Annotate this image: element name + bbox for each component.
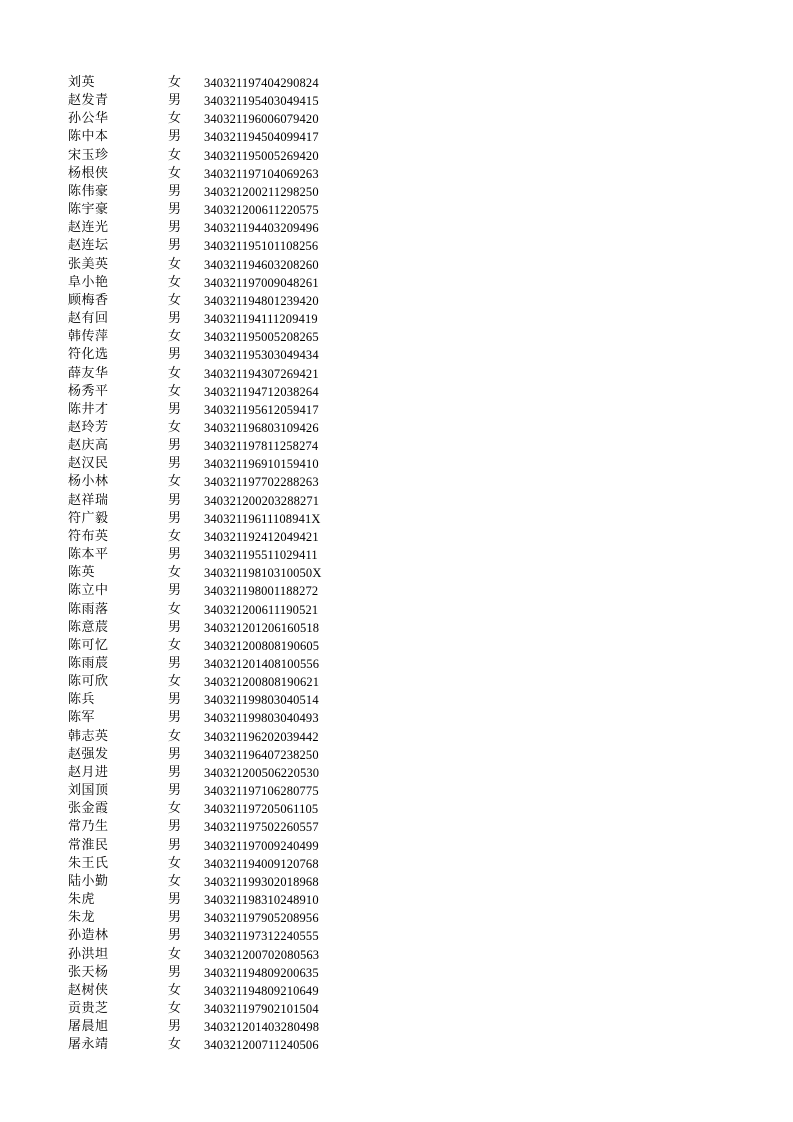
person-id-number: 340321200808190621 — [204, 675, 320, 690]
person-id-number: 340321197502260557 — [204, 820, 319, 835]
person-name: 赵发青 — [68, 93, 109, 109]
person-name: 屠永靖 — [68, 1037, 109, 1053]
person-name: 陈英 — [68, 565, 96, 581]
person-name: 薛友华 — [68, 365, 109, 381]
person-gender: 女 — [168, 1000, 182, 1016]
person-id-number: 340321195303049434 — [204, 348, 319, 363]
person-gender: 女 — [168, 111, 182, 127]
record-row — [68, 528, 388, 546]
record-row — [68, 237, 388, 255]
record-row — [68, 365, 388, 383]
person-id-number: 340321200611220575 — [204, 203, 319, 218]
person-gender: 男 — [168, 547, 182, 563]
record-row — [68, 800, 388, 818]
person-gender: 男 — [168, 783, 182, 799]
person-id-number: 340321196910159410 — [204, 457, 319, 472]
person-id-number: 340321194403209496 — [204, 221, 319, 236]
person-name: 赵月进 — [68, 764, 109, 780]
record-row — [68, 74, 388, 92]
record-row — [68, 891, 388, 909]
record-row — [68, 401, 388, 419]
person-id-number: 340321192412049421 — [204, 529, 319, 544]
record-row — [68, 782, 388, 800]
person-name: 陈意莀 — [68, 619, 109, 635]
record-row — [68, 582, 388, 600]
record-row — [68, 855, 388, 873]
person-id-number: 340321197104069263 — [204, 166, 319, 181]
person-name: 赵有回 — [68, 311, 109, 327]
person-id-number: 340321195403049415 — [204, 94, 319, 109]
person-gender: 男 — [168, 238, 182, 254]
record-row — [68, 1036, 388, 1054]
person-name: 陈可欣 — [68, 674, 109, 690]
person-id-number: 340321200211298250 — [204, 184, 319, 199]
record-row — [68, 183, 388, 201]
person-gender: 女 — [168, 165, 182, 181]
person-gender: 女 — [168, 873, 182, 889]
person-id-number: 340321194603208260 — [204, 257, 319, 272]
person-gender: 女 — [168, 419, 182, 435]
record-list — [68, 74, 388, 1054]
record-row — [68, 201, 388, 219]
person-gender: 男 — [168, 438, 182, 454]
person-name: 孙洪坦 — [68, 946, 109, 962]
record-row — [68, 601, 388, 619]
record-row — [68, 219, 388, 237]
person-name: 屠晨旭 — [68, 1019, 109, 1035]
record-row — [68, 1000, 388, 1018]
person-id-number: 340321195101108256 — [204, 239, 319, 254]
record-row — [68, 964, 388, 982]
person-gender: 女 — [168, 855, 182, 871]
person-gender: 男 — [168, 311, 182, 327]
person-id-number: 340321198310248910 — [204, 893, 319, 908]
person-name: 陈井才 — [68, 401, 109, 417]
record-row — [68, 128, 388, 146]
record-row — [68, 165, 388, 183]
person-name: 符化选 — [68, 347, 109, 363]
person-name: 贡贵芝 — [68, 1000, 109, 1016]
record-row — [68, 473, 388, 491]
person-gender: 男 — [168, 220, 182, 236]
person-gender: 男 — [168, 710, 182, 726]
person-gender: 女 — [168, 801, 182, 817]
person-name: 朱龙 — [68, 910, 96, 926]
person-gender: 女 — [168, 256, 182, 272]
person-id-number: 340321194504099417 — [204, 130, 319, 145]
person-name: 赵玲芳 — [68, 419, 109, 435]
person-name: 杨小林 — [68, 474, 109, 490]
person-gender: 女 — [168, 474, 182, 490]
person-gender: 男 — [168, 93, 182, 109]
record-row — [68, 764, 388, 782]
person-gender: 女 — [168, 274, 182, 290]
person-id-number: 340321196006079420 — [204, 112, 319, 127]
person-gender: 女 — [168, 147, 182, 163]
person-id-number: 340321197205061105 — [204, 802, 319, 817]
person-id-number: 340321195005208265 — [204, 330, 319, 345]
person-gender: 女 — [168, 75, 182, 90]
person-name: 张美英 — [68, 256, 109, 272]
person-id-number: 340321199803040493 — [204, 711, 319, 726]
record-row — [68, 637, 388, 655]
person-name: 韩志英 — [68, 728, 109, 744]
person-gender: 女 — [168, 329, 182, 345]
person-gender: 男 — [168, 619, 182, 635]
person-name: 赵连光 — [68, 220, 109, 236]
person-gender: 女 — [168, 292, 182, 308]
person-gender: 女 — [168, 365, 182, 381]
person-name: 陈可忆 — [68, 637, 109, 653]
person-name: 陈军 — [68, 710, 96, 726]
person-id-number: 340321197312240555 — [204, 929, 319, 944]
person-name: 符广毅 — [68, 510, 109, 526]
person-id-number: 340321197106280775 — [204, 784, 319, 799]
person-gender: 女 — [168, 946, 182, 962]
person-gender: 男 — [168, 928, 182, 944]
person-gender: 女 — [168, 528, 182, 544]
record-row — [68, 455, 388, 473]
person-id-number: 340321200808190605 — [204, 638, 320, 653]
person-gender: 男 — [168, 819, 182, 835]
person-name: 杨秀平 — [68, 383, 109, 399]
person-gender: 女 — [168, 674, 182, 690]
person-id-number: 340321195511029411 — [204, 548, 318, 563]
person-gender: 男 — [168, 692, 182, 708]
person-id-number: 340321196803109426 — [204, 420, 319, 435]
person-id-number: 340321194307269421 — [204, 366, 319, 381]
person-name: 符布英 — [68, 528, 109, 544]
person-id-number: 340321197009048261 — [204, 275, 319, 290]
record-row — [68, 873, 388, 891]
record-row — [68, 728, 388, 746]
person-name: 刘国顶 — [68, 783, 109, 799]
person-gender: 女 — [168, 637, 182, 653]
person-name: 陆小勤 — [68, 873, 109, 889]
person-id-number: 340321197404290824 — [204, 76, 319, 90]
person-id-number: 340321200702080563 — [204, 947, 320, 962]
record-row — [68, 310, 388, 328]
person-id-number: 340321200506220530 — [204, 765, 320, 780]
person-gender: 男 — [168, 129, 182, 145]
person-name: 顾梅香 — [68, 292, 109, 308]
person-gender: 女 — [168, 383, 182, 399]
person-gender: 女 — [168, 982, 182, 998]
person-name: 刘英 — [68, 75, 96, 90]
person-id-number: 340321194009120768 — [204, 856, 319, 871]
person-gender: 男 — [168, 202, 182, 218]
record-row — [68, 691, 388, 709]
person-name: 陈中本 — [68, 129, 109, 145]
record-row — [68, 909, 388, 927]
person-gender: 男 — [168, 1019, 182, 1035]
person-name: 张金霞 — [68, 801, 109, 817]
person-id-number: 340321201408100556 — [204, 657, 320, 671]
person-name: 宋玉珍 — [68, 147, 109, 163]
person-id-number: 340321200611190521 — [204, 602, 319, 617]
person-id-number: 340321199803040514 — [204, 693, 319, 708]
person-id-number: 340321199302018968 — [204, 874, 319, 889]
record-row — [68, 837, 388, 855]
person-id-number: 340321197902101504 — [204, 1001, 319, 1016]
person-id-number: 340321195612059417 — [204, 402, 319, 417]
person-name: 常乃生 — [68, 819, 109, 835]
person-gender: 男 — [168, 492, 182, 508]
person-name: 张天杨 — [68, 964, 109, 980]
person-gender: 女 — [168, 1037, 182, 1053]
person-id-number: 340321194111209419 — [204, 312, 318, 327]
person-id-number: 340321197811258274 — [204, 439, 319, 454]
record-row — [68, 110, 388, 128]
record-row — [68, 346, 388, 364]
person-gender: 女 — [168, 728, 182, 744]
person-name: 常淮民 — [68, 837, 109, 853]
record-row — [68, 1018, 388, 1036]
person-gender: 男 — [168, 510, 182, 526]
person-gender: 男 — [168, 656, 182, 671]
person-name: 陈宇豪 — [68, 202, 109, 218]
person-gender: 男 — [168, 764, 182, 780]
person-name: 赵庆高 — [68, 438, 109, 454]
person-gender: 男 — [168, 401, 182, 417]
record-row — [68, 546, 388, 564]
record-row — [68, 492, 388, 510]
person-name: 朱王氏 — [68, 855, 109, 871]
record-row — [68, 619, 388, 637]
person-name: 韩传萍 — [68, 329, 109, 345]
record-row — [68, 147, 388, 165]
person-gender: 男 — [168, 347, 182, 363]
person-name: 赵树侠 — [68, 982, 109, 998]
person-id-number: 340321201403280498 — [204, 1020, 320, 1035]
person-name: 陈本平 — [68, 547, 109, 563]
person-name: 陈伟豪 — [68, 183, 109, 199]
person-id-number: 34032119810310050X — [204, 566, 322, 581]
person-name: 陈雨莀 — [68, 656, 109, 671]
record-row — [68, 946, 388, 964]
record-row — [68, 564, 388, 582]
person-name: 阜小艳 — [68, 274, 109, 290]
person-gender: 男 — [168, 892, 182, 908]
person-id-number: 340321194809200635 — [204, 965, 319, 980]
person-id-number: 340321197009240499 — [204, 838, 319, 853]
person-name: 杨根侠 — [68, 165, 109, 181]
person-id-number: 340321196407238250 — [204, 747, 319, 762]
record-row — [68, 982, 388, 1000]
person-id-number: 340321200711240506 — [204, 1038, 319, 1053]
person-gender: 女 — [168, 601, 182, 617]
person-id-number: 340321196202039442 — [204, 729, 319, 744]
person-gender: 男 — [168, 837, 182, 853]
record-row — [68, 673, 388, 691]
record-row — [68, 256, 388, 274]
record-row — [68, 274, 388, 292]
person-id-number: 340321198001188272 — [204, 584, 319, 599]
person-gender: 女 — [168, 565, 182, 581]
person-gender: 男 — [168, 183, 182, 199]
person-id-number: 340321197702288263 — [204, 475, 319, 490]
person-name: 赵汉民 — [68, 456, 109, 472]
person-name: 朱虎 — [68, 892, 96, 908]
person-name: 孙公华 — [68, 111, 109, 127]
person-gender: 男 — [168, 456, 182, 472]
person-name: 陈立中 — [68, 583, 109, 599]
person-id-number: 340321194801239420 — [204, 293, 319, 308]
record-row — [68, 818, 388, 836]
record-row — [68, 437, 388, 455]
record-row — [68, 383, 388, 401]
person-name: 赵强发 — [68, 746, 109, 762]
person-id-number: 340321195005269420 — [204, 148, 319, 163]
record-row — [68, 419, 388, 437]
person-id-number: 340321201206160518 — [204, 620, 320, 635]
person-id-number: 340321194712038264 — [204, 384, 319, 399]
person-name: 孙造林 — [68, 928, 109, 944]
record-row — [68, 292, 388, 310]
record-row — [68, 510, 388, 528]
person-name: 赵祥瑞 — [68, 492, 109, 508]
person-name: 陈兵 — [68, 692, 96, 708]
record-row — [68, 709, 388, 727]
record-row — [68, 655, 388, 673]
person-id-number: 340321194809210649 — [204, 983, 319, 998]
person-gender: 男 — [168, 964, 182, 980]
record-row — [68, 746, 388, 764]
person-id-number: 340321197905208956 — [204, 911, 319, 926]
person-id-number: 340321200203288271 — [204, 493, 320, 508]
record-row — [68, 92, 388, 110]
person-name: 赵连坛 — [68, 238, 109, 254]
person-id-number: 34032119611108941X — [204, 511, 321, 526]
person-gender: 男 — [168, 910, 182, 926]
record-row — [68, 927, 388, 945]
person-gender: 男 — [168, 583, 182, 599]
record-row — [68, 328, 388, 346]
person-gender: 男 — [168, 746, 182, 762]
person-name: 陈雨落 — [68, 601, 109, 617]
